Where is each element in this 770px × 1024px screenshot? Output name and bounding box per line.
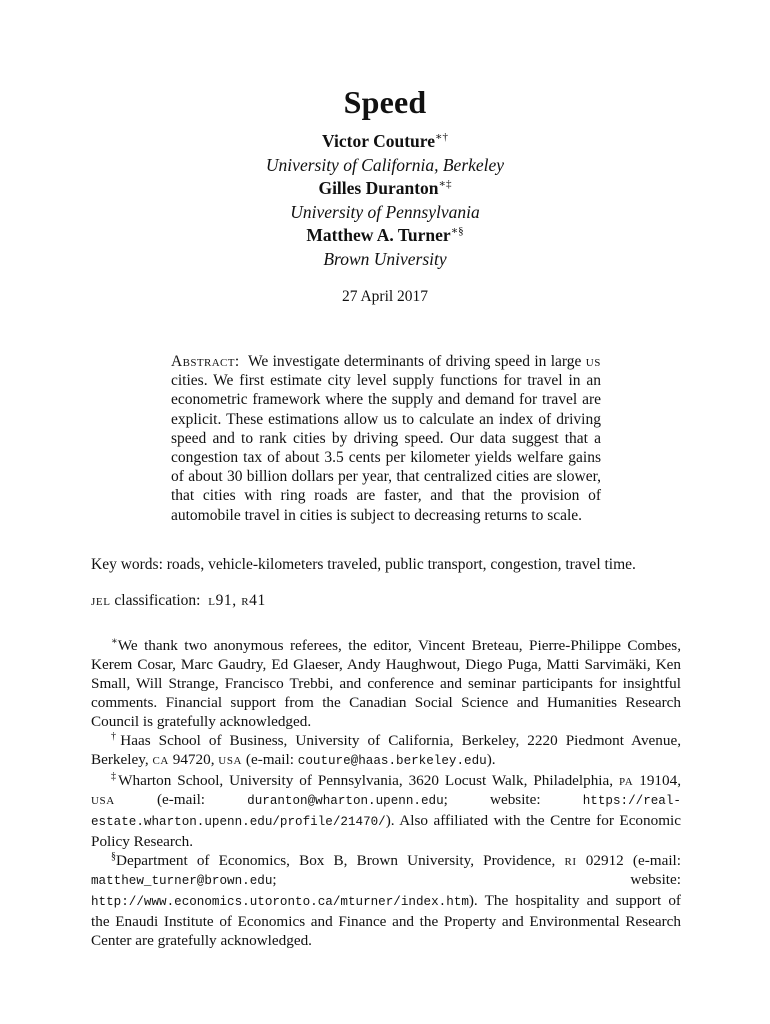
paper-title: Speed [343, 84, 427, 120]
website-link[interactable]: https://real-estate.wharton.upenn.edu/profile/21470/ [91, 794, 681, 829]
author-footnote-marks: ∗‡ [438, 178, 452, 190]
footnote-acknowledgments: ∗We thank two anonymous referees, the editor, Vincent Breteau, Pierre-Philippe Combes, Kerem Cosar, Marc Gaudry, Ed Glaeser, Andy Haughwout, Diego Puga, Matti Sarvimäki, Ken Small, Will Strange, Francisco Trebbi, and conference and seminar participants for insightful comments. Financial support from the Canadian Social Science and Humanities Research Council is gratefully acknowledged. [91, 636, 681, 730]
email-link[interactable]: couture@haas.berkeley.edu [297, 754, 487, 768]
paper-date: 27 April 2017 [341, 288, 429, 305]
jel-codes: l91, r41 [208, 592, 266, 609]
author-name-turner: Matthew A. Turner∗§ [306, 225, 464, 245]
author-block [0, 130, 770, 271]
author-affiliation-turner: Brown University [323, 248, 447, 269]
author-footnote-marks: ∗§ [450, 225, 464, 237]
email-link[interactable]: duranton@wharton.upenn.edu [247, 794, 444, 808]
footnote-turner: §Department of Economics, Box B, Brown University, Providence, ri 02912 (e-mail: matthew_turner@brown.edu; website: http://www.economics.utoronto.ca/mturner/index.htm). The hospitality and support of the Enaudi Institute of Economics and Finance and the Property and Environmental Research Center are gratefully acknowledged. [91, 851, 681, 949]
keywords: Key words: roads, vehicle-kilometers traveled, public transport, congestion, travel time. [91, 556, 636, 573]
author-affiliation-duranton: University of Pennsylvania [290, 201, 480, 222]
author-footnote-marks: ∗† [434, 131, 448, 143]
jel-classification: jel classification: l91, r41 [91, 592, 266, 609]
email-link[interactable]: matthew_turner@brown.edu [91, 874, 273, 888]
author-name-duranton: Gilles Duranton∗‡ [318, 178, 452, 198]
website-link[interactable]: http://www.economics.utoronto.ca/mturner/index.htm [91, 895, 469, 909]
abstract-label: Abstract: [171, 353, 240, 370]
footnote-duranton: ‡Wharton School, University of Pennsylvania, 3620 Locust Walk, Philadelphia, pa 19104, usa (e-mail: duranton@wharton.upenn.edu; website: https://real-estate.wharton.upenn.edu/profile/21470/). Also affiliated with the Centre for Economic Policy Research. [91, 771, 682, 850]
abstract: Abstract: We investigate determinants of driving speed in large us cities. We first estimate city level supply functions for travel in an econometric framework where the supply and demand for travel are explicit. These estimations allow us to calculate an index of driving speed and to rank cities by driving speed. Our data suggest that a congestion tax of about 3.5 cents per kilometer yields welfare gains of about 30 billion dollars per year, that centralized cities are slower, that cities with ring roads are faster, and that the provision of automobile travel in cities is subject to decreasing returns to scale. [171, 353, 601, 524]
footnotes [91, 636, 681, 950]
author-affiliation-couture: University of California, Berkeley [265, 154, 505, 175]
footnote-couture: †Haas School of Business, University of California, Berkeley, 2220 Piedmont Avenue, Berkeley, ca 94720, usa (e-mail: couture@haas.berkeley.edu). [91, 731, 682, 768]
author-name-couture: Victor Couture∗† [322, 131, 448, 151]
